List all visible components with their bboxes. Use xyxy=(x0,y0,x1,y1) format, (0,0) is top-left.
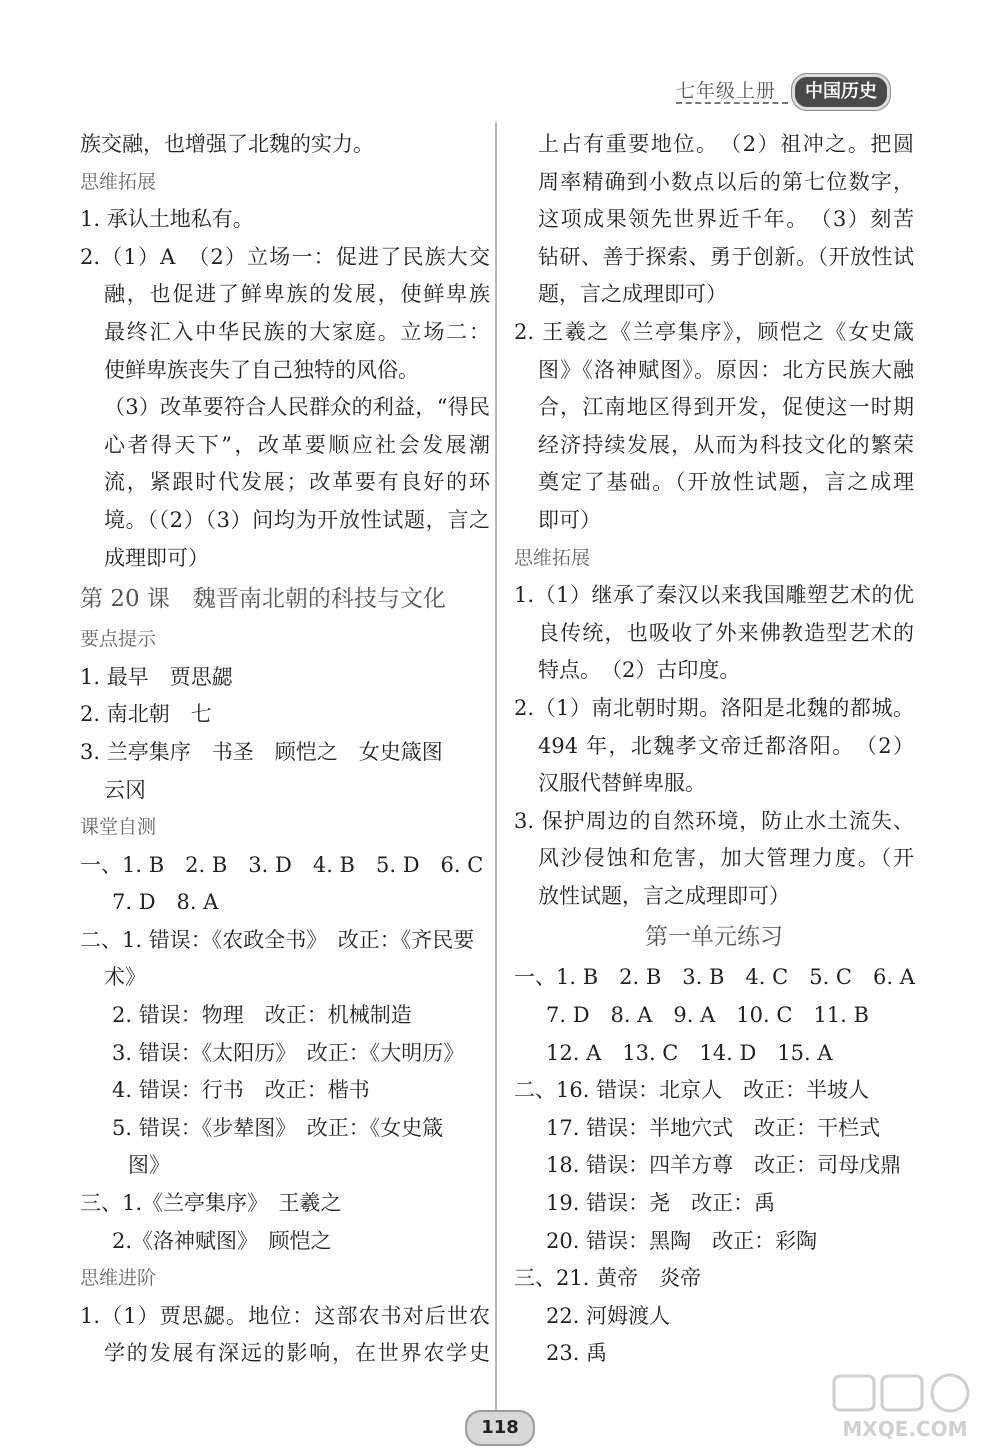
section-heading: 思维拓展 xyxy=(514,546,591,569)
lesson-title: 第 20 课 魏晋南北朝的科技与文化 xyxy=(80,586,446,613)
subject-badge: 中国历史 xyxy=(792,74,890,110)
text-line: 3. 兰亭集序 书圣 顾恺之 女史箴图 xyxy=(80,739,443,764)
text-line: （3）改革要符合人民群众的利益，“得民 xyxy=(104,395,490,420)
text-line: 心者得天下”，改革要顺应社会发展潮 xyxy=(104,432,490,457)
text-line: 图》《洛神赋图》。原因：北方民族大融 xyxy=(538,357,914,382)
section-heading: 要点提示 xyxy=(80,628,157,651)
section-heading: 思维进阶 xyxy=(80,1267,157,1290)
text-line: 2. 错误：物理 改正：机械制造 xyxy=(112,1003,412,1028)
text-line: 上占有重要地位。 （2）祖冲之。把圆 xyxy=(538,132,914,156)
text-line: 3. 保护周边的自然环境，防止水土流失、 xyxy=(514,808,914,833)
text-line: 2. 王羲之《兰亭集序》，顾恺之《女史箴 xyxy=(514,319,914,344)
watermark-logo xyxy=(830,1372,980,1442)
text-line: 12. A 13. C 14. D 15. A xyxy=(546,1040,833,1065)
text-line: 19. 错误：尧 改正：禹 xyxy=(546,1191,776,1216)
text-line: 特点。 （2）古印度。 xyxy=(538,658,741,683)
text-line: 22. 河姆渡人 xyxy=(546,1303,671,1328)
text-line: 23. 禹 xyxy=(546,1341,608,1366)
text-line: 二、1. 错误：《农政全书》 改正：《齐民要 xyxy=(80,927,475,952)
text-line: 周率精确到小数点以后的第七位数字， xyxy=(538,169,914,194)
text-line: 2.（1）A （2）立场一：促进了民族大交 xyxy=(80,244,490,269)
text-line: 18. 错误：四羊方尊 改正：司母戊鼎 xyxy=(546,1153,902,1178)
text-line: 二、16. 错误：北京人 改正：半坡人 xyxy=(514,1078,870,1103)
text-line: 20. 错误：黑陶 改正：彩陶 xyxy=(546,1228,818,1253)
text-line: 汉服代替鲜卑服。 xyxy=(538,771,706,796)
text-line: 2.《洛神赋图》 顾恺之 xyxy=(112,1228,332,1253)
grade-label: 七年级上册 xyxy=(676,80,777,102)
text-line: 题，言之成理即可） xyxy=(538,282,727,307)
text-line: 5. 错误：《步辇图》 改正：《女史箴 xyxy=(112,1115,444,1140)
text-line: 这项成果领先世界近千年。 （3）刻苦 xyxy=(538,207,914,232)
right-column xyxy=(514,126,914,1373)
watermark-url: MXQE.COM xyxy=(842,1417,968,1441)
text-line: 良传统，也吸收了外来佛教造型艺术的 xyxy=(538,620,914,645)
text-line: 最终汇入中华民族的大家庭。立场二： xyxy=(104,319,490,344)
text-line: 合，江南地区得到开发，促使这一时期 xyxy=(538,395,914,420)
text-line: 三、1.《兰亭集序》 王羲之 xyxy=(80,1191,342,1216)
section-heading: 思维拓展 xyxy=(80,170,157,193)
text-line: 云冈 xyxy=(104,777,146,802)
text-line: 7. D 8. A xyxy=(112,890,219,915)
section-heading: 课堂自测 xyxy=(80,816,157,839)
text-line: 7. D 8. A 9. A 10. C 11. B xyxy=(546,1003,869,1028)
text-line: 即可） xyxy=(538,507,601,532)
text-line: 2.（1）南北朝时期。洛阳是北魏的都城。 xyxy=(514,695,914,720)
watermark-icon xyxy=(830,1372,980,1442)
page-number: 118 xyxy=(465,1410,535,1446)
text-line: 奠定了基础。（开放性试题，言之成理 xyxy=(538,470,914,495)
text-line: 成理即可） xyxy=(104,545,209,570)
column-divider xyxy=(495,122,497,1412)
text-line: 放性试题，言之成理即可） xyxy=(538,883,790,908)
text-line: 钻研、善于探索、勇于创新。（开放性试 xyxy=(538,244,914,269)
text-line: 融，也促进了鲜卑族的发展，使鲜卑族 xyxy=(104,282,490,307)
text-line: 17. 错误：半地穴式 改正：干栏式 xyxy=(546,1115,881,1140)
text-line: 图》 xyxy=(128,1153,170,1178)
unit-title: 第一单元练习 xyxy=(645,924,783,951)
text-line: 4. 错误：行书 改正：楷书 xyxy=(112,1078,370,1103)
page-header xyxy=(676,74,906,110)
text-line: 学的发展有深远的影响，在世界农学史 xyxy=(104,1341,490,1366)
text-line: 494 年，北魏孝文帝迁都洛阳。 （2） xyxy=(538,733,914,758)
text-line: 一、1. B 2. B 3. D 4. B 5. D 6. C xyxy=(80,852,484,877)
text-line: 3. 错误：《太阳历》 改正：《大明历》 xyxy=(112,1040,465,1065)
text-line: 三、21. 黄帝 炎帝 xyxy=(514,1266,702,1291)
text-line: 族交融，也增强了北魏的实力。 xyxy=(80,132,374,156)
text-line: 使鲜卑族丧失了自己独特的风俗。 xyxy=(104,357,419,382)
text-line: 2. 南北朝 七 xyxy=(80,702,212,727)
header-dashed-rule xyxy=(676,102,788,104)
text-line: 1.（1）继承了秦汉以来我国雕塑艺术的优 xyxy=(514,583,914,608)
text-line: 一、1. B 2. B 3. B 4. C 5. C 6. A xyxy=(514,965,915,990)
left-column xyxy=(80,126,490,1373)
text-line: 1.（1）贾思勰。地位：这部农书对后世农 xyxy=(80,1303,490,1328)
text-line: 1. 承认土地私有。 xyxy=(80,207,254,232)
text-line: 风沙侵蚀和危害，加大管理力度。（开 xyxy=(538,846,914,871)
text-line: 经济持续发展，从而为科技文化的繁荣 xyxy=(538,432,914,457)
text-line: 术》 xyxy=(104,965,146,990)
text-line: 1. 最早 贾思勰 xyxy=(80,664,233,689)
text-line: 流，紧跟时代发展；改革要有良好的环 xyxy=(104,470,490,495)
text-line: 境。（（2）（3）问均为开放性试题，言之 xyxy=(104,507,490,532)
